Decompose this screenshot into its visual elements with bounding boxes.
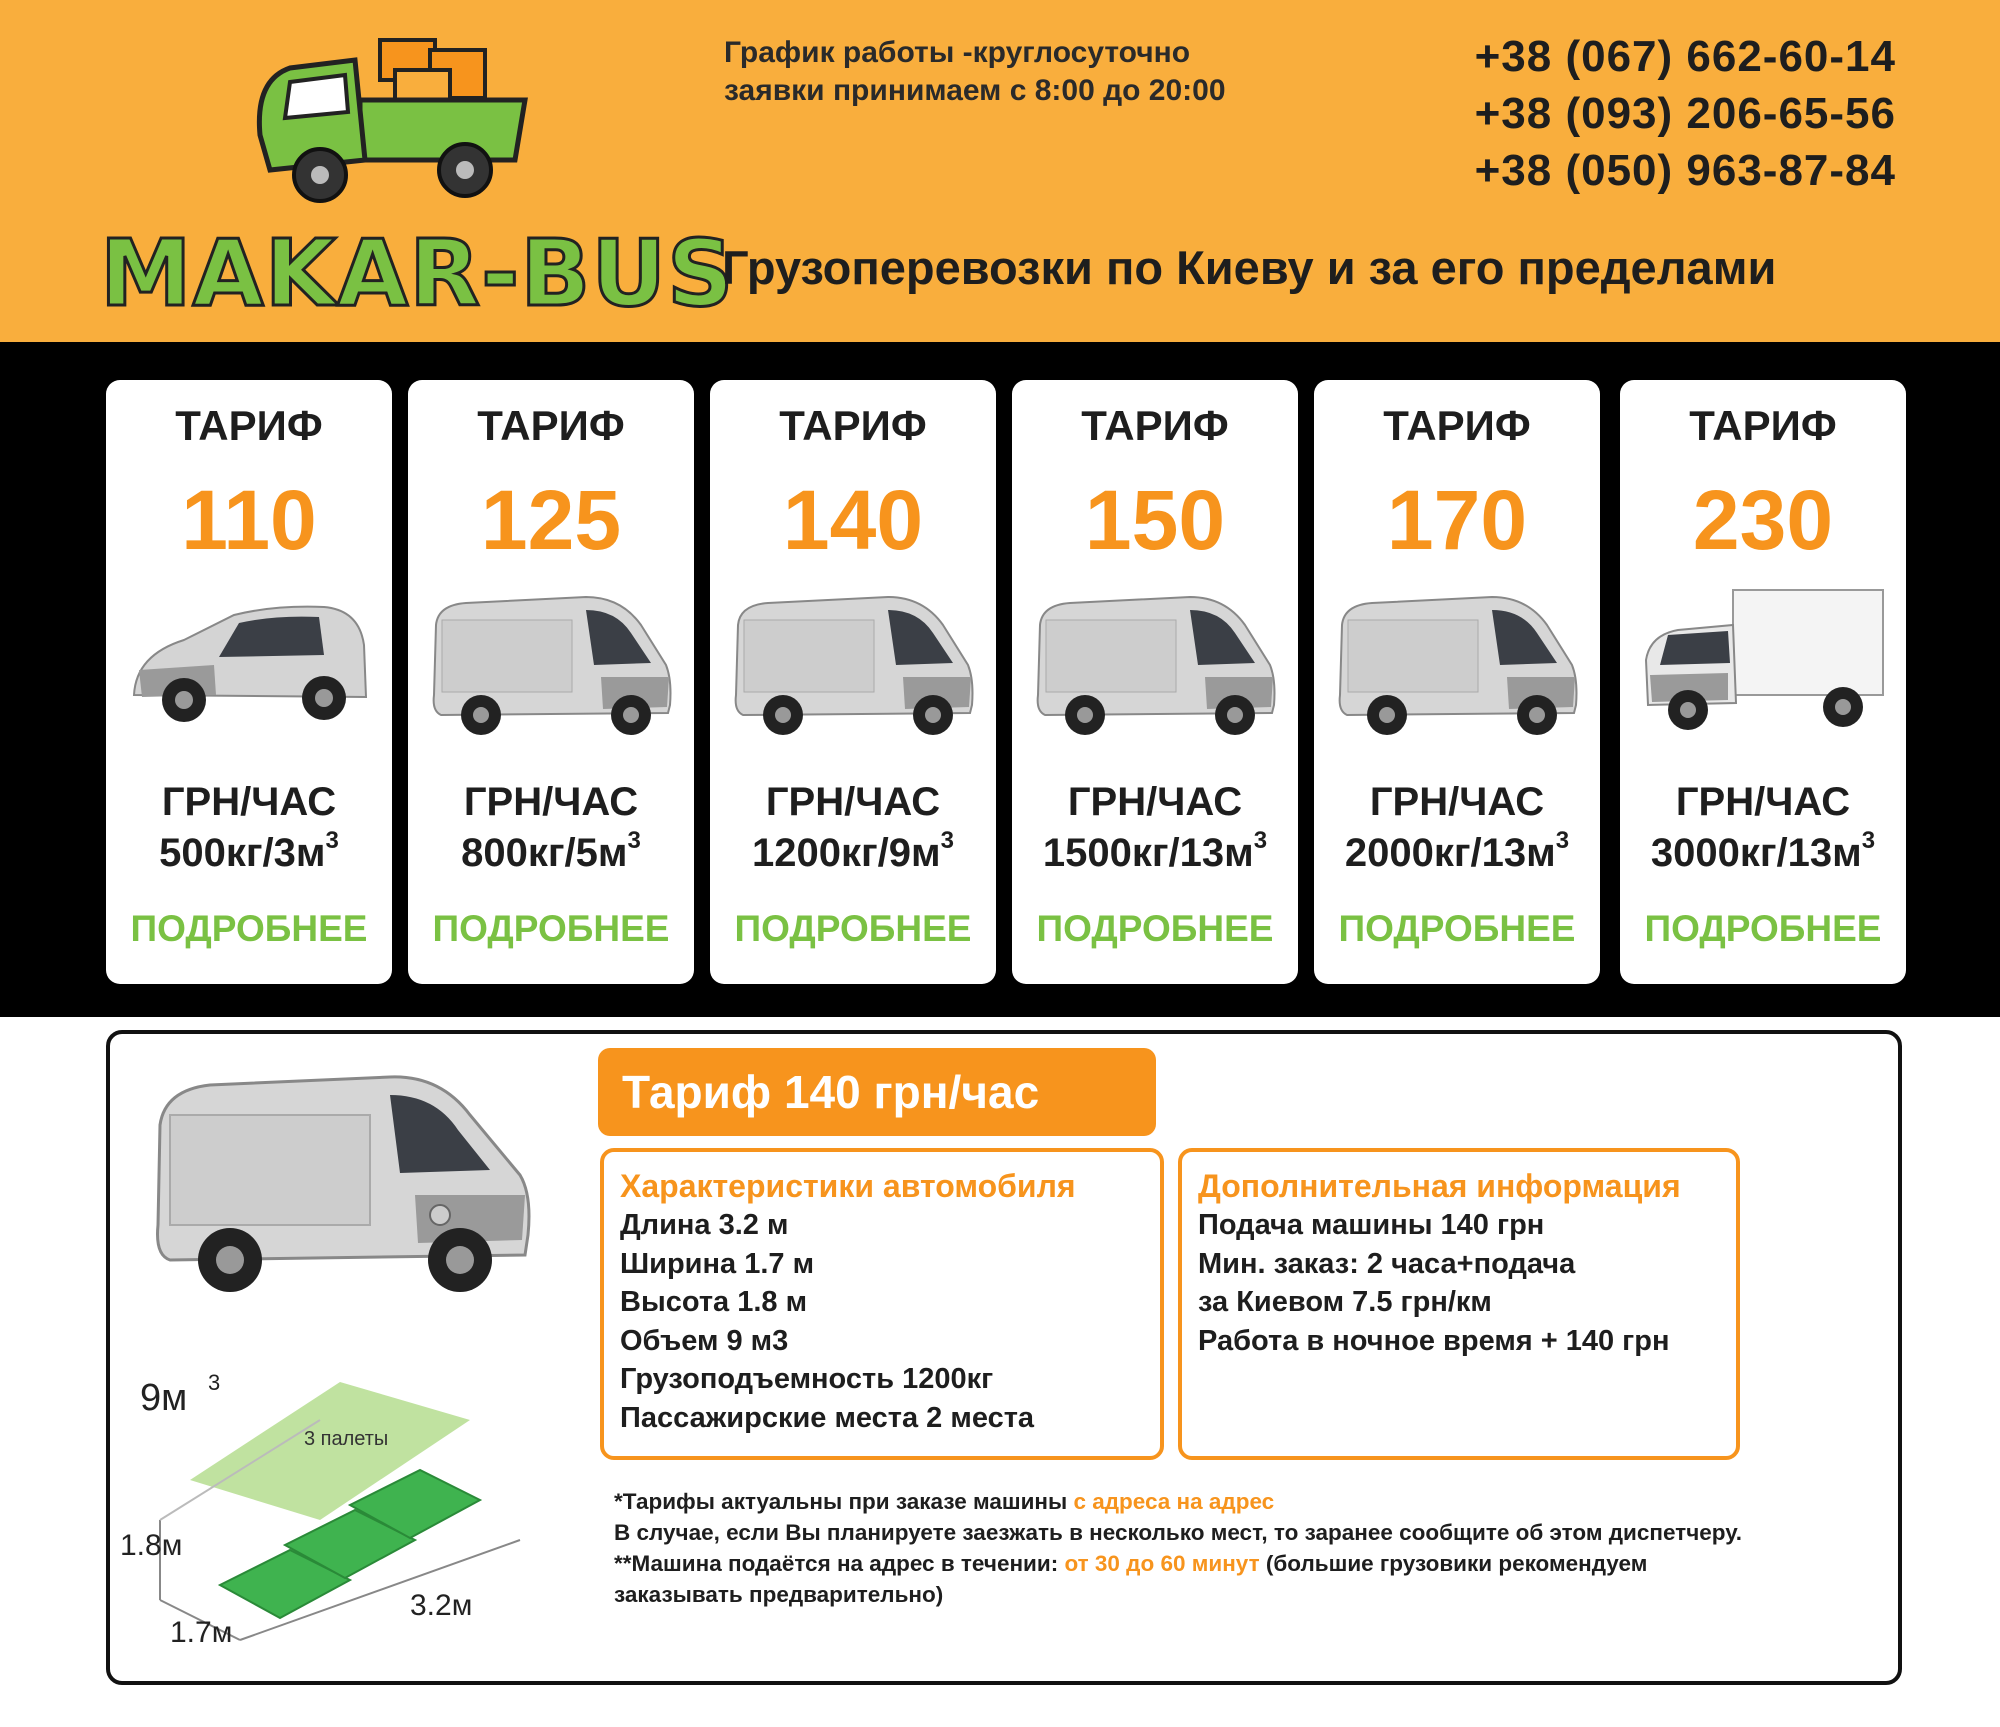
tariff-price: 230: [1692, 473, 1834, 567]
note-text: *Тарифы актуальны при заказе машины: [614, 1489, 1074, 1514]
height-label: 1.8м: [120, 1529, 183, 1562]
cargo-volume-diagram: [120, 1360, 540, 1650]
cargo-van-icon: [1332, 585, 1582, 735]
capacity-text: 3000кг/13м: [1650, 831, 1862, 875]
info-line: Работа в ночное время + 140 грн: [1198, 1324, 1670, 1357]
phone-list: [1475, 28, 1896, 199]
tariff-unit: ГРН/ЧАС: [1067, 780, 1243, 824]
more-details-link[interactable]: ПОДРОБНЕЕ: [432, 908, 670, 949]
compact-van-icon: [124, 585, 374, 735]
capacity-text: 2000кг/13м: [1344, 831, 1556, 875]
phone-link[interactable]: +38 (093) 206-65-56: [1474, 89, 1896, 138]
capacity-text: 1200кг/9м: [752, 831, 941, 875]
tariff-card[interactable]: [710, 380, 996, 984]
note-text: (большие грузовики рекомендуем заказывать предварительно): [614, 1551, 1648, 1607]
tariff-price: 140: [782, 473, 924, 567]
info-line: за Киевом 7.5 грн/км: [1198, 1286, 1492, 1318]
phone-link[interactable]: +38 (067) 662-60-14: [1474, 32, 1896, 81]
tariff-unit: ГРН/ЧАС: [463, 780, 639, 824]
note-highlight: от 30 до 60 минут: [1064, 1551, 1260, 1576]
truck-logo-icon: [250, 20, 570, 210]
page-tagline: Грузоперевозки по Киеву и за его пределами: [722, 241, 1777, 294]
cargo-van-icon: [1030, 585, 1280, 735]
tariff-capacity: [710, 827, 996, 876]
tariff-notes: [614, 1486, 1774, 1610]
tariff-price: 125: [480, 473, 622, 567]
tariff-card[interactable]: [408, 380, 694, 984]
info-title: Дополнительная информация: [1198, 1168, 1681, 1204]
spec-line: Пассажирские места 2 места: [620, 1401, 1035, 1434]
more-details-link[interactable]: ПОДРОБНЕЕ: [734, 908, 972, 949]
spec-line: Длина 3.2 м: [620, 1209, 789, 1241]
schedule-line: заявки принимаем с 8:00 до 20:00: [724, 74, 1226, 107]
tariff-title: ТАРИФ: [1689, 402, 1837, 449]
cargo-van-icon: [728, 585, 978, 735]
note-line: [614, 1486, 1774, 1517]
cargo-van-icon: [426, 585, 676, 735]
tariff-capacity: [1012, 827, 1298, 876]
tariff-title: ТАРИФ: [1081, 402, 1229, 449]
tariff-price: 110: [181, 473, 317, 567]
tariff-unit: ГРН/ЧАС: [1675, 780, 1851, 824]
additional-info-box: [1178, 1148, 1740, 1460]
more-details-link[interactable]: ПОДРОБНЕЕ: [1338, 908, 1576, 949]
capacity-sup: 3: [940, 827, 954, 854]
note-line: В случае, если Вы планируете заезжать в несколько мест, то заранее сообщите об этом диспетчеру.: [614, 1520, 1742, 1545]
capacity-sup: 3: [1253, 827, 1268, 854]
tariff-card[interactable]: [1314, 380, 1600, 984]
detail-heading: Тариф 140 грн/час: [598, 1048, 1156, 1136]
info-line: Мин. заказ: 2 часа+подача: [1198, 1247, 1576, 1280]
tariff-title: ТАРИФ: [175, 402, 323, 449]
tariff-title: ТАРИФ: [779, 402, 927, 449]
brand-name: MAKAR-BUS: [100, 220, 735, 327]
tariff-card[interactable]: [1620, 380, 1906, 984]
tariff-unit: ГРН/ЧАС: [161, 780, 337, 824]
capacity-sup: 3: [1555, 827, 1570, 854]
volume-label: 9м: [140, 1377, 188, 1419]
more-details-link[interactable]: ПОДРОБНЕЕ: [130, 908, 368, 949]
note-text: **Машина подаётся на адрес в течении:: [614, 1551, 1065, 1576]
spec-line: Высота 1.8 м: [620, 1286, 808, 1318]
spec-line: Ширина 1.7 м: [620, 1247, 815, 1280]
capacity-sup: 3: [325, 827, 339, 854]
tariff-capacity: [408, 827, 694, 876]
logo[interactable]: [100, 20, 735, 327]
more-details-link[interactable]: ПОДРОБНЕЕ: [1036, 908, 1274, 949]
pallets-label: 3 палеты: [304, 1428, 389, 1450]
volume-sup: 3: [208, 1370, 221, 1395]
box-truck-icon: [1638, 585, 1888, 735]
tariff-unit: ГРН/ЧАС: [765, 780, 941, 824]
header: [0, 0, 2000, 342]
tariff-capacity: [1620, 827, 1906, 876]
tariff-price: 170: [1386, 473, 1528, 567]
capacity-text: 800кг/5м: [461, 831, 628, 875]
cargo-van-icon: [140, 1055, 540, 1305]
tariff-title: ТАРИФ: [1383, 402, 1531, 449]
note-line: [614, 1548, 1774, 1610]
tariff-card[interactable]: [106, 380, 392, 984]
capacity-text: 500кг/3м: [159, 831, 326, 875]
work-schedule: [724, 34, 1226, 110]
specs-title: Характеристики автомобиля: [620, 1168, 1076, 1204]
tariff-capacity: [1314, 827, 1600, 876]
tariff-title: ТАРИФ: [477, 402, 625, 449]
phone-link[interactable]: +38 (050) 963-87-84: [1474, 146, 1896, 195]
tariff-price: 150: [1084, 473, 1226, 567]
schedule-line: График работы -круглосуточно: [724, 36, 1191, 69]
tariff-card[interactable]: [1012, 380, 1298, 984]
spec-line: Объем 9 м3: [620, 1324, 789, 1357]
more-details-link[interactable]: ПОДРОБНЕЕ: [1644, 908, 1882, 949]
note-highlight: с адреса на адрес: [1073, 1489, 1275, 1514]
info-line: Подача машины 140 грн: [1198, 1209, 1545, 1241]
spec-line: Грузоподъемность 1200кг: [620, 1363, 994, 1395]
capacity-sup: 3: [627, 827, 641, 854]
length-label: 3.2м: [410, 1589, 473, 1622]
vehicle-specs-box: [600, 1148, 1164, 1460]
capacity-text: 1500кг/13м: [1042, 831, 1254, 875]
width-label: 1.7м: [170, 1616, 233, 1649]
tariff-unit: ГРН/ЧАС: [1369, 780, 1545, 824]
tariff-capacity: [106, 827, 392, 876]
capacity-sup: 3: [1861, 827, 1876, 854]
